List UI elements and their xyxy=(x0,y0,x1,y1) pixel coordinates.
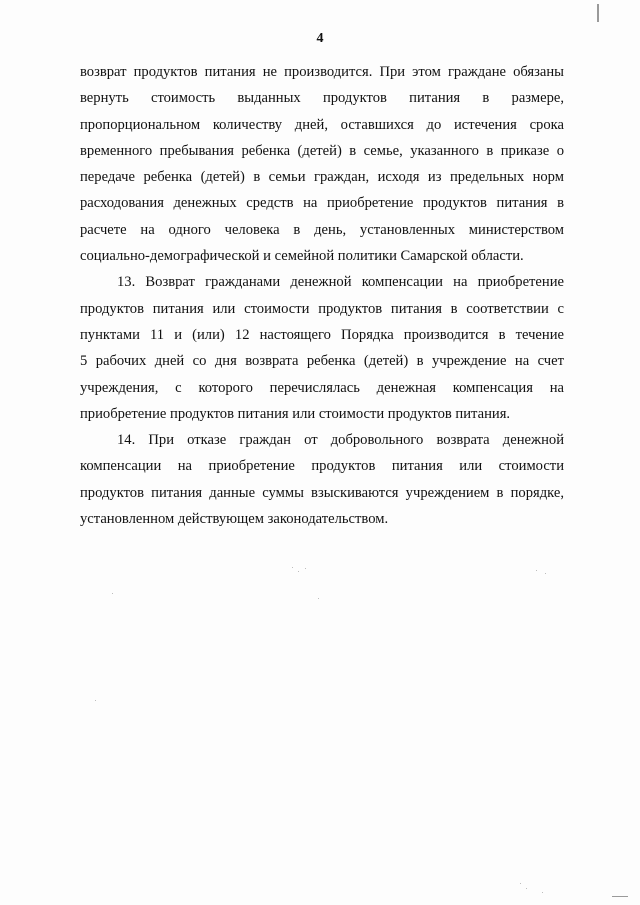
text-line: социально-демографической и семейной политики Самарской области. xyxy=(80,248,524,265)
text-line: расходования денежных средств на приобретение продуктов питания в xyxy=(80,195,564,212)
text-line: передаче ребенка (детей) в семьи граждан, исходя из предельных норм xyxy=(80,169,564,186)
scan-artifact xyxy=(542,892,543,893)
text-line: приобретение продуктов питания или стоимости продуктов питания. xyxy=(80,405,511,422)
paragraph-13 xyxy=(80,269,564,427)
page-number: 4 xyxy=(316,31,324,46)
text-line: 5 рабочих дней со дня возврата ребенка (детей) в учреждение на счет xyxy=(80,353,564,370)
text-line: продуктов питания данные суммы взыскиваются учреждением в порядке, xyxy=(80,484,564,501)
scan-artifact xyxy=(318,598,319,599)
text-line: компенсации на приобретение продуктов питания или стоимости xyxy=(80,458,564,475)
scan-artifact xyxy=(597,4,599,22)
scan-artifact xyxy=(612,896,628,897)
scan-artifact xyxy=(292,567,293,568)
text-line: пропорциональном количеству дней, оставшихся до истечения срока xyxy=(80,116,564,133)
text-line: расчете на одного человека в день, установленных министерством xyxy=(80,221,564,238)
scan-artifact xyxy=(95,700,96,701)
scan-artifact xyxy=(526,888,527,889)
text-line: вернуть стоимость выданных продуктов питания в размере, xyxy=(80,90,564,107)
scan-artifact xyxy=(305,568,306,569)
scan-artifact xyxy=(112,593,113,594)
text-line: учреждения, с которого перечислялась денежная компенсация на xyxy=(80,379,564,396)
scan-artifact xyxy=(520,883,521,884)
paragraph-14 xyxy=(80,427,564,532)
text-line: установленном действующем законодательством. xyxy=(80,511,389,528)
scan-artifact xyxy=(298,571,299,572)
text-line: пунктами 11 и (или) 12 настоящего Порядка производится в течение xyxy=(80,326,564,343)
text-line: 13. Возврат гражданами денежной компенсации на приобретение xyxy=(117,274,564,291)
scan-artifact xyxy=(545,573,546,574)
text-line: временного пребывания ребенка (детей) в семье, указанного в приказе о xyxy=(80,142,564,159)
scan-artifact xyxy=(536,570,537,571)
document-body xyxy=(80,59,564,532)
paragraph-continuation xyxy=(80,59,564,269)
text-line: возврат продуктов питания не производится. При этом граждане обязаны xyxy=(80,64,564,80)
text-line: продуктов питания или стоимости продуктов питания в соответствии с xyxy=(80,300,564,317)
text-line: 14. При отказе граждан от добровольного возврата денежной xyxy=(117,432,564,449)
